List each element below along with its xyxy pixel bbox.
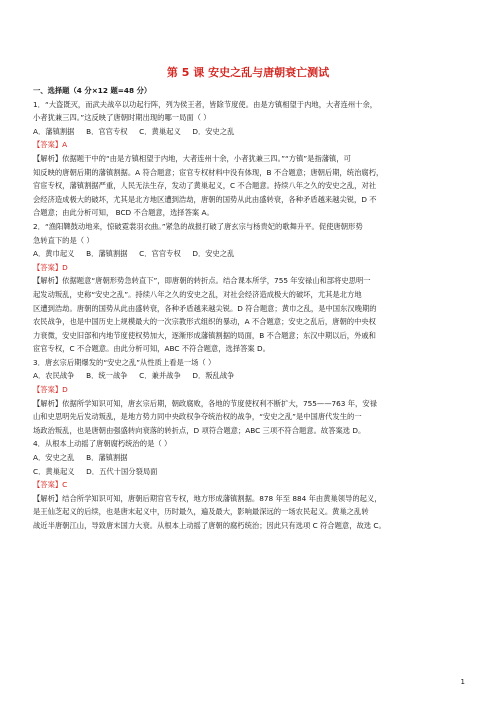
analysis-line: 是王仙芝起义的后续，也是唐末起义中，历时最久，遍及最大，影响最深远的一场农民起义。黄巢之乱转 <box>33 507 369 517</box>
question-4 <box>33 437 465 532</box>
answer-label: 【答案】D <box>33 262 68 272</box>
question-options: A．农民战争 B．统一战争 C．兼并战争 D．叛乱战争 <box>33 371 235 381</box>
analysis-line: 战近半唐朝江山，导致唐末国力大衰。从根本上动摇了唐朝的腐朽统治；因此只有选项 C 符合题意，故选 C。 <box>33 521 386 530</box>
answer-label: 【答案】D <box>33 385 68 395</box>
analysis-line: 【解析】依据所学知识可知，唐玄宗后期，朝政腐败，各地的节度使权利不断扩大，755——763 年，安禄 <box>33 398 377 408</box>
question-options: A．黄巾起义 B．藩镇割据 C．官官专权 D．安史之乱 <box>33 249 235 259</box>
question-stem-line: 急转直下的是（ ） <box>33 235 94 245</box>
analysis-line: 会经济造成极大的破坏，尤其是北方地区遭到浩劫，唐朝的国势从此由盛转衰，各种矛盾越来越尖锐，D 不 <box>33 194 377 204</box>
analysis-line: 【解析】结合所学知识可知，唐朝后期官官专权，地方形成藩镇割据。878 年至 884 年由黄巢领导的起义， <box>33 493 382 503</box>
analysis-line: 农民战争，也是中国历史上规模最大的一次宗教形式组织的暴动，A 不合题意；安史之乱后，唐朝的中央权 <box>33 317 376 327</box>
analysis-line: 山和史思明先后发动叛乱，是地方势力同中央政权争夺统治权的战争，“安史之乱”是中国唐代发生的一 <box>33 412 362 422</box>
question-options: A．安史之乱 B．藩镇割据 <box>33 453 128 463</box>
question-stem-line: 2．“渔阳鞞鼓动地来，惊破霓裳羽衣曲。”紧急的战报打破了唐玄宗与杨贵妃的歌舞升平。促使唐朝形势 <box>33 221 363 231</box>
analysis-line: 合题意；由此分析可知， BCD 不合题意，选择答案 A。 <box>33 208 214 218</box>
question-stem-line: 3．唐玄宗后期爆发的“安史之乱”从性质上看是一场（ ） <box>33 357 216 367</box>
question-3 <box>33 356 465 438</box>
analysis-line: 区遭到浩劫。唐朝的国势从此由盛转衰，各种矛盾越来越尖锐。D 符合题意；黄巾之乱，是中国东汉晚期的 <box>33 303 377 313</box>
analysis-line: 官宦专权，藩镇割据严重，人民无法生存，发动了黄巢起义，C 不合题意。持续八年之久的安史之乱，对社 <box>33 181 377 191</box>
answer-label: 【答案】A <box>33 140 68 150</box>
analysis-line: 场政治叛乱，也是唐朝由强盛转向衰落的转折点，D 项符合题意；ABC 三项不符合题意。故答案选 D。 <box>33 425 366 435</box>
question-stem-line: 4．从根本上动摇了唐朝腐朽统治的是（ ） <box>33 439 172 449</box>
answer-label: 【答案】C <box>33 480 68 490</box>
analysis-line: 宦官专权，C 不合题意。由此分析可知，ABC 不符合题意，选择答案 D。 <box>33 344 270 354</box>
analysis-line: 力衰微，安史旧部和内地节度使权势加大，逐渐形成藩镇割据的局面，B 不合题意；东汉中期以后，外戚和 <box>33 330 376 340</box>
page-title: 第 5 课 安史之乱与唐朝衰亡测试 <box>166 66 330 79</box>
question-options: C．黄巢起义 D．五代十国分裂局面 <box>33 466 158 476</box>
analysis-line: 【解析】依据题干中的“由是方镇相望于内地，大者连州十余，小者犹兼三四。”“方镇”是指藩镇，可 <box>33 153 351 163</box>
analysis-line: 知反映的唐朝后期的藩镇割据。A 符合题意；宦官专权材料中没有体现，B 不合题意；唐朝后期，统治腐朽， <box>33 167 384 177</box>
analysis-line: 起发动叛乱，史称“安史之乱”。持续八年之久的安史之乱，对社会经济造成极大的破坏，尤其是北方地 <box>33 289 362 299</box>
question-1 <box>33 98 465 220</box>
document-body <box>33 84 465 533</box>
question-stem-line: 1．“大盗既灭，而武夫战卒以功起行阵，列为侯王者，皆除节度使。由是方镇相望于内地，大者连州十余， <box>33 99 378 109</box>
analysis-line: 【解析】依据题意“唐朝形势急转直下”，即唐朝的转折点。结合课本所学，755 年安禄山和部将史思明一 <box>33 276 371 286</box>
question-options: A．藩镇割据 B．官官专权 C．黄巢起义 D．安史之乱 <box>33 126 235 136</box>
page-number: 1 <box>460 678 465 686</box>
question-stem-line: 小者犹兼三四。”这反映了唐朝时期出现的哪一局面（ ） <box>33 113 211 123</box>
question-2 <box>33 220 465 356</box>
section-heading: 一、选择题（4 分×12 题=48 分） <box>33 86 152 95</box>
